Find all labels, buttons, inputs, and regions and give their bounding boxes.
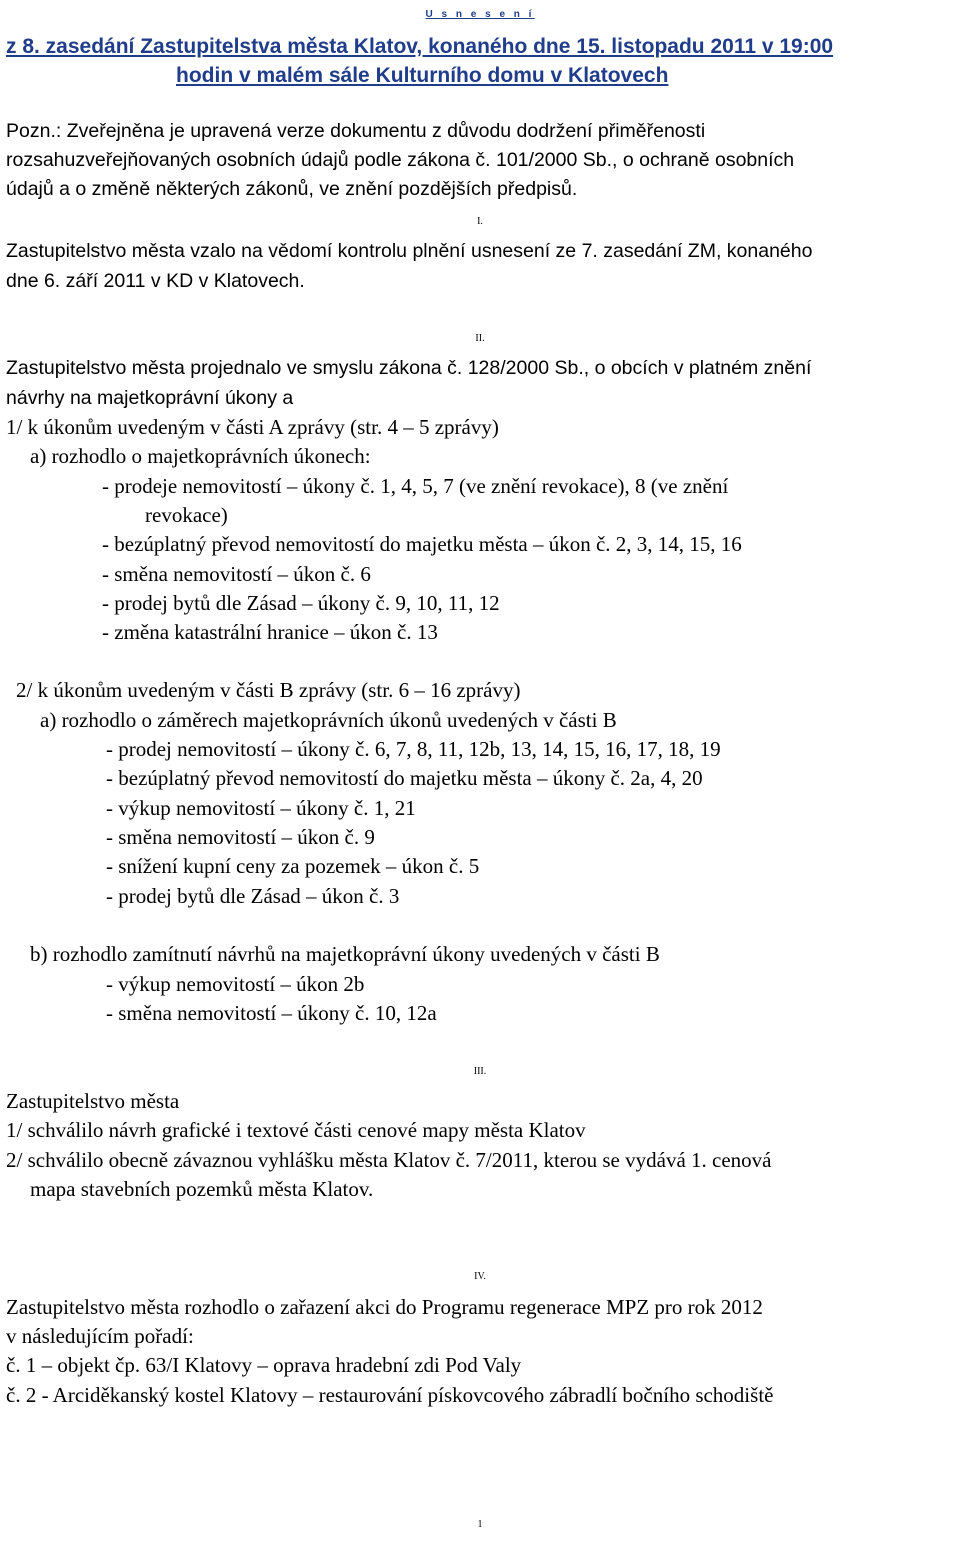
part-b-item-b: b) rozhodlo zamítnutí návrhů na majetkoprávní úkony uvedených v části B bbox=[30, 942, 660, 966]
section-2-part-b: 2/ k úkonům uvedeným v části B zprávy (str. 6 – 16 zprávy) bbox=[16, 678, 521, 702]
meeting-line-2: hodin v malém sále Kulturního domu v Klatovech bbox=[176, 64, 669, 87]
document-title: U s n e s e n í bbox=[425, 9, 535, 20]
list-item: - prodej bytů dle Zásad – úkon č. 3 bbox=[106, 884, 400, 908]
list-item: - změna katastrální hranice – úkon č. 13 bbox=[102, 620, 438, 644]
section-2-heading: II. bbox=[475, 333, 485, 344]
list-item: - bezúplatný převod nemovitostí do majetku města – úkony č. 2a, 4, 20 bbox=[106, 766, 703, 790]
section-2-line-1: Zastupitelstvo města projednalo ve smyslu zákona č. 128/2000 Sb., o obcích v platném znění bbox=[6, 357, 812, 379]
section-1-line-2: dne 6. září 2011 v KD v Klatovech. bbox=[6, 270, 305, 292]
section-4-line-3: č. 1 – objekt čp. 63/I Klatovy – oprava hradební zdi Pod Valy bbox=[6, 1353, 522, 1377]
part-a-item-a: a) rozhodlo o majetkoprávních úkonech: bbox=[30, 444, 371, 468]
list-item: - bezúplatný převod nemovitostí do majetku města – úkon č. 2, 3, 14, 15, 16 bbox=[102, 532, 742, 556]
list-item: - směna nemovitostí – úkon č. 6 bbox=[102, 562, 371, 586]
meeting-line-1: z 8. zasedání Zastupitelstva města Klatov, konaného dne 15. listopadu 2011 v 19:00 bbox=[6, 35, 834, 58]
list-item: - prodeje nemovitostí – úkony č. 1, 4, 5, 7 (ve znění revokace), 8 (ve znění bbox=[102, 474, 729, 498]
section-4-line-2: v následujícím pořadí: bbox=[6, 1324, 194, 1348]
note-line-1: Pozn.: Zveřejněna je upravená verze dokumentu z důvodu dodržení přiměřenosti bbox=[6, 120, 706, 142]
section-3-line-1: Zastupitelstvo města bbox=[6, 1089, 180, 1113]
note-line-3: údajů a o změně některých zákonů, ve znění pozdějších předpisů. bbox=[6, 178, 578, 200]
list-item: - výkup nemovitostí – úkony č. 1, 21 bbox=[106, 796, 416, 820]
section-3-line-2: 1/ schválilo návrh grafické i textové části cenové mapy města Klatov bbox=[6, 1118, 586, 1142]
list-item: - prodej bytů dle Zásad – úkony č. 9, 10, 11, 12 bbox=[102, 591, 500, 615]
section-4-line-1: Zastupitelstvo města rozhodlo o zařazení akci do Programu regenerace MPZ pro rok 2012 bbox=[6, 1295, 763, 1319]
list-item: - směna nemovitostí – úkon č. 9 bbox=[106, 825, 375, 849]
list-item: - výkup nemovitostí – úkon 2b bbox=[106, 972, 365, 996]
section-3-line-4: mapa stavebních pozemků města Klatov. bbox=[30, 1177, 374, 1201]
section-4-line-4: č. 2 - Arciděkanský kostel Klatovy – restaurování pískovcového zábradlí bočního schodiště bbox=[6, 1383, 774, 1407]
page-number: 1 bbox=[477, 1519, 483, 1530]
section-2-part-a: 1/ k úkonům uvedeným v části A zprávy (str. 4 – 5 zprávy) bbox=[6, 415, 499, 439]
list-item: - prodej nemovitostí – úkony č. 6, 7, 8, 11, 12b, 13, 14, 15, 16, 17, 18, 19 bbox=[106, 737, 721, 761]
note-line-2: rozsahuzveřejňovaných osobních údajů podle zákona č. 101/2000 Sb., o ochraně osobních bbox=[6, 149, 795, 171]
list-item: - snížení kupní ceny za pozemek – úkon č. 5 bbox=[106, 854, 480, 878]
part-b-item-a: a) rozhodlo o záměrech majetkoprávních úkonů uvedených v části B bbox=[40, 708, 617, 732]
section-4-heading: IV. bbox=[474, 1271, 486, 1282]
section-3-line-3: 2/ schválilo obecně závaznou vyhlášku města Klatov č. 7/2011, kterou se vydává 1. cenová bbox=[6, 1148, 772, 1172]
section-1-heading: I. bbox=[477, 216, 483, 227]
section-1-line-1: Zastupitelstvo města vzalo na vědomí kontrolu plnění usnesení ze 7. zasedání ZM, konaného bbox=[6, 240, 813, 262]
list-item: revokace) bbox=[145, 503, 228, 527]
section-3-heading: III. bbox=[473, 1066, 487, 1077]
section-2-line-2: návrhy na majetkoprávní úkony a bbox=[6, 387, 294, 409]
list-item: - směna nemovitostí – úkony č. 10, 12a bbox=[106, 1001, 437, 1025]
